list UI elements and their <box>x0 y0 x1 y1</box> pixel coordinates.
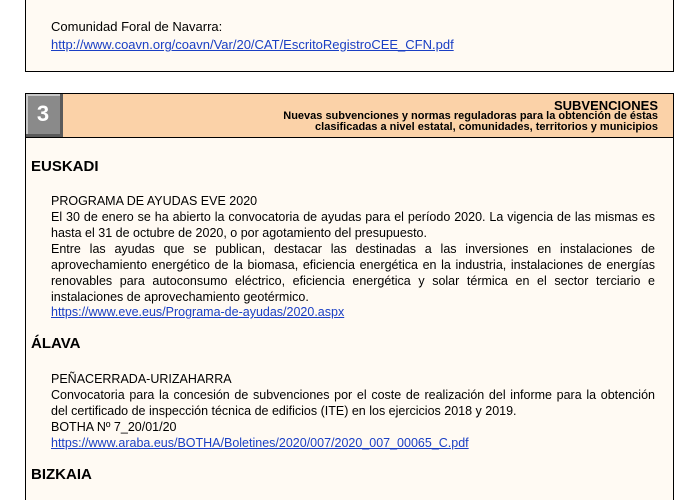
previous-section-box <box>25 0 674 72</box>
alava-paragraph-1: Convocatoria para la concesión de subvenciones por el coste de realización del informe para la obtención del certificado de inspección técnica de edificios (ITE) en los ejercicios 2018 y 2019. <box>51 388 655 418</box>
alava-program-title: PEÑACERRADA-URIZAHARRA <box>51 372 232 386</box>
section-content <box>25 138 674 500</box>
section-header <box>25 93 674 138</box>
euskadi-program-title: PROGRAMA DE AYUDAS EVE 2020 <box>51 194 258 208</box>
alava-link[interactable]: https://www.araba.eus/BOTHA/Boletines/2020/007/2020_007_00065_C.pdf <box>51 436 469 450</box>
previous-region-label: Comunidad Foral de Navarra: <box>51 19 223 34</box>
region-heading-euskadi: EUSKADI <box>31 158 99 175</box>
euskadi-paragraph-1: El 30 de enero se ha abierto la convocatoria de ayudas para el período 2020. La vigencia de las mismas es hasta el 31 de octubre de 2020, o por agotamiento del presupuesto. <box>51 210 655 240</box>
section-subtitle: Nuevas subvenciones y normas reguladoras para la obtención de éstas clasificadas a nivel estatal, comunidades, territorios y municipios <box>283 110 658 133</box>
section-number: 3 <box>26 94 63 137</box>
alava-bulletin: BOTHA Nº 7_20/01/20 <box>51 420 177 434</box>
section-title: SUBVENCIONES <box>553 98 658 113</box>
euskadi-link[interactable]: https://www.eve.eus/Programa-de-ayudas/2020.aspx <box>51 305 345 319</box>
previous-region-link[interactable]: http://www.coavn.org/coavn/Var/20/CAT/EscritoRegistroCEE_CFN.pdf <box>51 37 454 52</box>
region-heading-bizkaia: BIZKAIA <box>31 466 92 483</box>
euskadi-paragraph-2: Entre las ayudas que se publican, destacar las destinadas a las inversiones en instalaciones de aprovechamiento energético de la biomasa, eficiencia energética en la industria, instalaciones de energías renovables para autoconsumo eléctrico, eficiencia energética y solar térmica en el sector terciario e instalaciones de aprovechamiento geotérmico. <box>51 242 655 304</box>
region-heading-alava: ÁLAVA <box>31 335 81 352</box>
